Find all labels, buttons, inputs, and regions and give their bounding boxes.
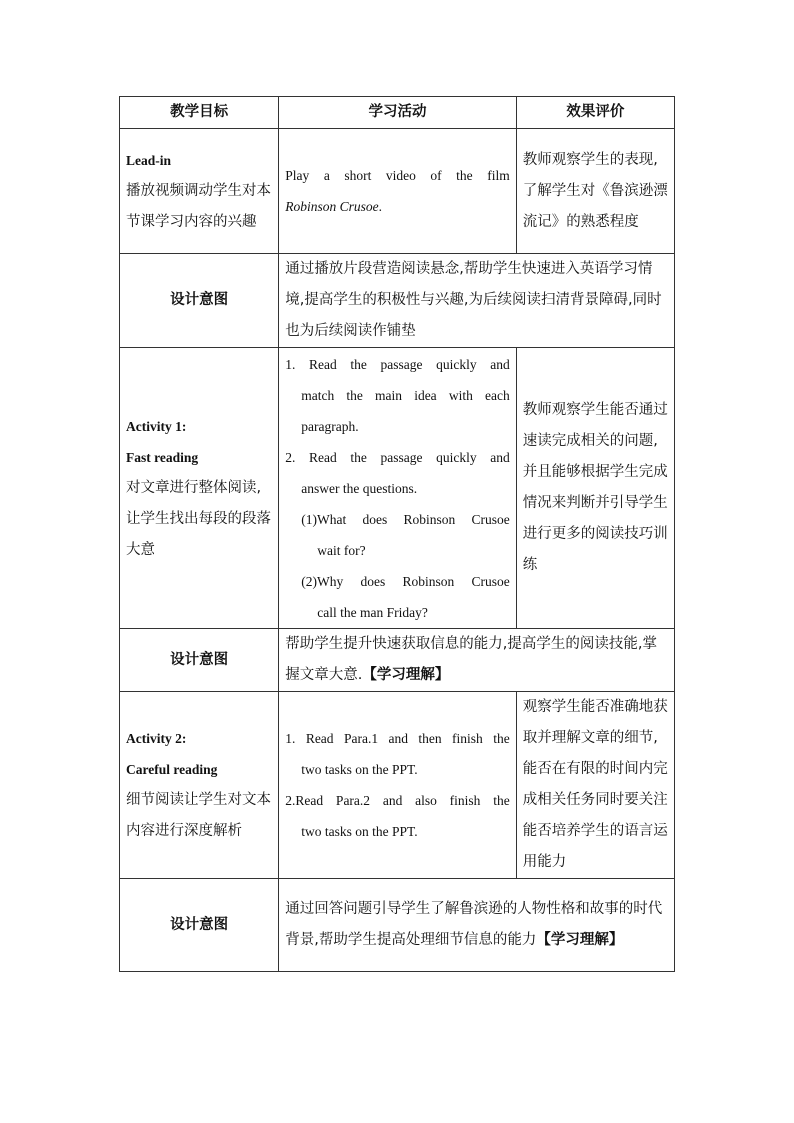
activity2-activity-cell [279,692,516,879]
activity1-goal-cell [120,348,279,629]
table-row-activity-2 [120,692,675,879]
table-row-design-1 [120,254,675,348]
header-evaluation: 效果评价 [516,97,674,129]
lead-in-title: Lead-in [126,152,172,168]
table-row-design-3 [120,879,675,972]
design-label-3: 设计意图 [120,879,279,972]
design-intent-3: 通过回答问题引导学生了解鲁滨逊的人物性格和故事的时代背景,帮助学生提高处理细节信息的能力 [285,901,663,948]
lead-in-period: . [378,199,383,214]
activity1-activity-cell [279,348,516,629]
lesson-plan-table [119,96,675,972]
lead-in-film-title: Robinson Crusoe [285,199,379,214]
activity2-title: Activity 2: [126,731,187,746]
header-learning-activity: 学习活动 [279,97,516,129]
activity2-evaluation: 观察学生能否准确地获取并理解文章的细节,能否在有限的时间内完成相关任务同时要关注能否培养学生的语言运用能力 [516,692,674,879]
activity1-q1-line2: wait for? [317,542,366,558]
design-label-1: 设计意图 [120,254,279,348]
lead-in-goal-cell [120,129,279,254]
activity1-evaluation: 教师观察学生能否通过速读完成相关的问题,并且能够根据学生完成情况来判断并引导学生进行更多的阅读技巧训练 [516,348,674,629]
activity2-subtitle: Careful reading [126,762,218,777]
table-row-activity-1 [120,348,675,629]
design-intent-2: 帮助学生提升快速获取信息的能力,提高学生的阅读技能,掌握文章大意. [285,636,657,683]
activity1-q2-line2: call the man Friday? [317,604,428,620]
activity1-item1-line2: match the main idea with each [301,387,510,403]
activity1-q1-line1: (1)What does Robinson Crusoe [301,511,510,527]
lead-in-activity-cell [279,129,516,254]
table-header-row [120,97,675,129]
lead-in-activity-line1: Play a short video of the film [285,168,510,183]
header-teaching-goal: 教学目标 [120,97,279,129]
design-intent-2-tag: 【学习理解】 [362,667,450,683]
activity1-item2-line2: answer the questions. [301,480,418,496]
activity2-item1-line1: 1. Read Para.1 and then finish the [285,731,510,746]
activity2-item2-line2: two tasks on the PPT. [301,824,418,839]
lead-in-evaluation: 教师观察学生的表现,了解学生对《鲁滨逊漂流记》的熟悉程度 [516,129,674,254]
activity2-item1-line2: two tasks on the PPT. [301,762,418,777]
activity1-q2-line1: (2)Why does Robinson Crusoe [301,573,510,589]
table-row-design-2 [120,629,675,692]
activity1-subtitle: Fast reading [126,449,199,465]
activity2-item2-line1: 2.Read Para.2 and also finish the [285,793,510,808]
design-intent-3-tag: 【学习理解】 [536,932,624,948]
activity2-goal: 细节阅读让学生对文本内容进行深度解析 [126,792,271,839]
design-intent-1: 通过播放片段营造阅读悬念,帮助学生快速进入英语学习情境,提高学生的积极性与兴趣,为后续阅读扫清背景障碍,同时也为后续阅读作铺垫 [279,254,675,348]
table-row-lead-in [120,129,675,254]
activity1-item1-line3: paragraph. [301,418,359,434]
design-intent-2-cell [279,629,675,692]
activity2-goal-cell [120,692,279,879]
activity1-item1-line1: 1. Read the passage quickly and [285,356,510,372]
lead-in-goal: 播放视频调动学生对本节课学习内容的兴趣 [126,182,271,230]
design-intent-3-cell [279,879,675,972]
activity1-title: Activity 1: [126,418,187,434]
design-label-2: 设计意图 [120,629,279,692]
activity1-goal: 对文章进行整体阅读,让学生找出每段的段落大意 [126,479,271,558]
activity1-item2-line1: 2. Read the passage quickly and [285,449,510,465]
